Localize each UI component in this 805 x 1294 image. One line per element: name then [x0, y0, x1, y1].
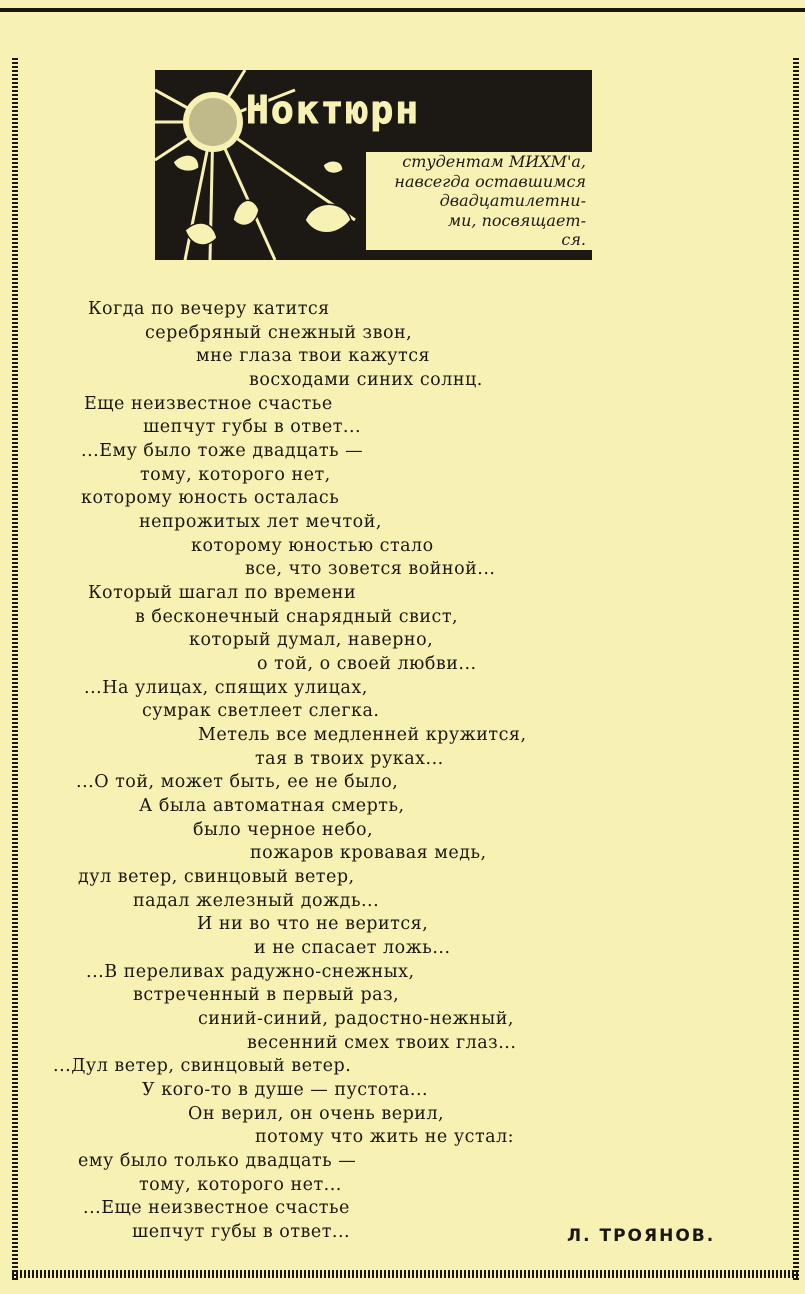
poem-line: все, что зовется войной...	[245, 559, 496, 579]
poem-line: ...Еще неизвестное счастье	[83, 1198, 350, 1218]
poem-line: встреченный в первый раз,	[133, 985, 400, 1005]
poem-line: Который шагал по времени	[88, 583, 357, 603]
poem-line: восходами синих солнц.	[249, 370, 483, 390]
poem-line: ...На улицах, спящих улицах,	[84, 678, 368, 698]
poem-line: мне глаза твои кажутся	[196, 346, 431, 366]
poem-line: тая в твоих руках...	[255, 749, 444, 769]
poem-line: Когда по вечеру катится	[88, 299, 330, 319]
poem-line: ему было только двадцать —	[78, 1151, 357, 1171]
poem-line: тому, которого нет,	[140, 465, 331, 485]
poem-line: синий-синий, радостно-нежный,	[198, 1009, 514, 1029]
dedication	[366, 152, 592, 250]
poem-line: потому что жить не устал:	[255, 1127, 515, 1147]
poem-line: падал железный дождь...	[133, 891, 380, 911]
poem-line: шепчут губы в ответ...	[143, 417, 362, 437]
poem-line: весенний смех твоих глаз...	[247, 1033, 517, 1053]
poem-title: Ноктюрн	[246, 88, 421, 132]
top-border	[0, 8, 805, 12]
poem-line: было черное небо,	[193, 820, 374, 840]
poem-line: сумрак светлеет слегка.	[142, 701, 380, 721]
poem-line: У кого-то в душе — пустота...	[142, 1080, 429, 1100]
poem-line: И ни во что не верится,	[197, 914, 429, 934]
dedication-line: ми, посвящает-	[366, 211, 592, 231]
poem-line: в бесконечный снарядный свист,	[135, 607, 459, 627]
poem-line: о той, о своей любви...	[257, 654, 477, 674]
dedication-line: навсегда оставшимся	[366, 172, 592, 192]
dedication-line: студентам МИХМ'а,	[366, 152, 592, 172]
right-hatched-border	[793, 58, 799, 1280]
poem-line: ...В переливах радужно-снежных,	[86, 962, 415, 982]
poem-line: который думал, наверно,	[189, 630, 434, 650]
poem-line: которому юность осталась	[81, 488, 340, 508]
author-signature: Л. ТРОЯНОВ.	[567, 1226, 716, 1246]
dedication-line: ся.	[366, 230, 592, 250]
poem-line: серебряный снежный звон,	[145, 323, 413, 343]
poem-line: и не спасает ложь...	[254, 938, 451, 958]
dedication-line: двадцатилетни-	[366, 191, 592, 211]
poem-line: пожаров кровавая медь,	[250, 843, 487, 863]
poem-line: Он верил, он очень верил,	[188, 1104, 445, 1124]
poem-line: шепчут губы в ответ...	[132, 1222, 351, 1242]
poem-line: которому юностью стало	[191, 536, 434, 556]
poem-line: Еще неизвестное счастье	[84, 394, 333, 414]
poem-line: Метель все медленней кружится,	[198, 725, 527, 745]
poem-line: ...О той, может быть, ее не было,	[76, 772, 399, 792]
poem-line: ...Дул ветер, свинцовый ветер.	[53, 1056, 352, 1076]
poem-line: дул ветер, свинцовый ветер,	[78, 867, 355, 887]
bottom-hatched-border	[12, 1270, 799, 1278]
poem-line: А была автоматная смерть,	[139, 796, 405, 816]
poem-line: ...Ему было тоже двадцать —	[81, 441, 364, 461]
poem-line: тому, которого нет...	[139, 1175, 342, 1195]
poem-line: непрожитых лет мечтой,	[139, 512, 382, 532]
left-hatched-border	[12, 58, 18, 1280]
